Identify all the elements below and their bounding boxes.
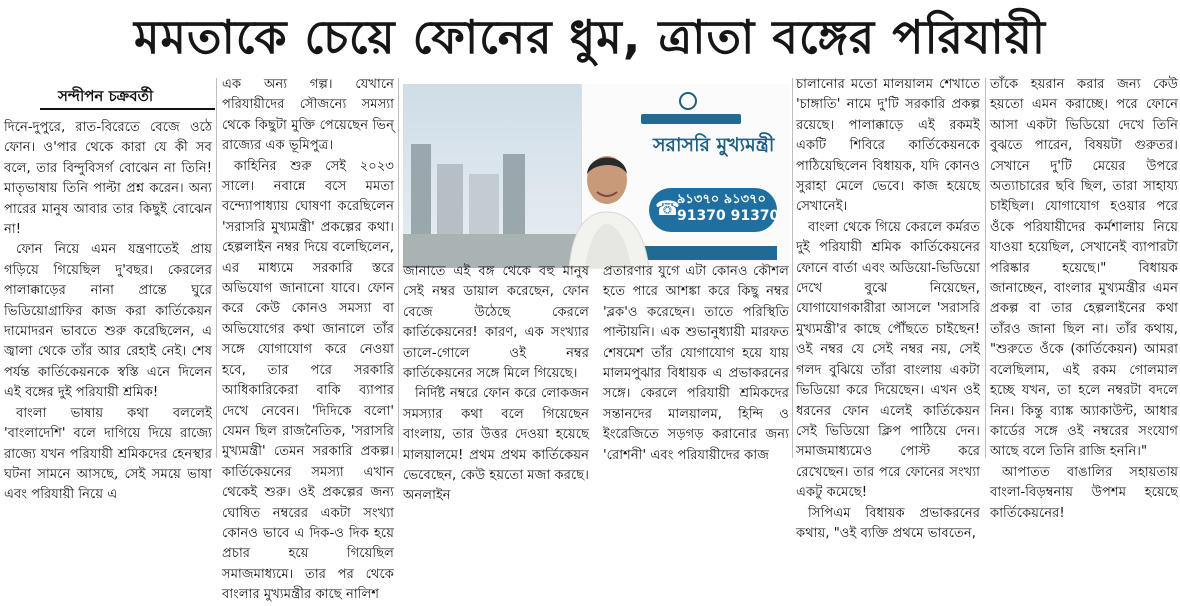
column-divider (792, 78, 793, 458)
paragraph: সিপিএম বিধায়ক প্রভাকরনের কথায়, "ওই ব্যক্তি প্রথমে ভাবতেন, (796, 505, 980, 541)
helpline-photo (403, 84, 789, 268)
building (437, 164, 463, 234)
column-divider (398, 78, 399, 458)
paragraph: বাংলা থেকে গিয়ে কেরলে কর্মরত দুই পরিযায়ী শ্রমিক কার্তিকেয়নের ফোনে বার্তা এবং অডিয়ো-ভিডিয়ো দেখে বুঝে নিয়েছেন, যোগাযোগকারীরা আসলে 'সরাসরি মুখ্যমন্ত্রী'র কাছে পৌঁছতে চাইছেন! ওই নম্বর যে সেই নম্বর নয়, সেই গলদ বুঝিয়ে তাঁরা বাংলায় একটা ভিডিয়ো করে দিয়েছেন। এখন ওই ধরনের ফোন এলেই কার্তিকেয়ন সেই ভিডিয়ো ক্লিপ পাঠিয়ে দেন। সমাজমাধ্যমেও পোস্ট করে রেখেছেন। তার পরে ফোনের সংখ্যা একটু কমেছে! (796, 219, 980, 501)
article-column-5 (990, 75, 1178, 521)
headline: মমতাকে চেয়ে ফোনের ধুম, ত্রাতা বঙ্গের পরিযায়ী (133, 10, 1047, 64)
chief-minister-portrait (559, 128, 655, 268)
paragraph: চালানোর মতো মালয়ালম শেখাতে 'চাঙ্গাতি' নামে দু'টি সরকারি প্রকল্প রয়েছে। পালাক্কাড়ে এই রকমই একটি শিবিরে কার্তিকেয়নকে পাঠিয়েছিলেন বিধায়ক, যদি কোনও সুরাহা মেলে ভেবে। কাজ হয়েছে সেখানেই। (796, 77, 980, 215)
helpline-number-bengali: ৯১৩৭০ ৯১৩৭০ (677, 192, 766, 207)
helpline-number: 91370 91370 (677, 208, 780, 224)
building (503, 154, 525, 234)
banner-title: সরাসরি মুখ্যমন্ত্রী (653, 134, 775, 156)
paragraph: বাংলা ভাষায় কথা বললেই 'বাংলাদেশি' বলে দাগিয়ে দিয়ে রাজ্যে রাজ্যে যখন পরিযায়ী শ্রমিকদের হেনস্থার ঘটনা সামনে আসছে, সেই সময়ে ভাষা এবং পরিযায়ী নিয়ে এ (4, 405, 212, 503)
byline: সন্দীপন চক্রবর্তী (58, 87, 154, 105)
building (411, 144, 431, 234)
paragraph: এক অন্য গল্প। যেখানে পরিযায়ীদের সৌজন্যে সমস্যা থেকে কিছুটা মুক্তি পেয়েছেন ভিন্ রাজ্যের এক ভূমিপুত্র। (222, 77, 394, 154)
paragraph: জানাতে এই বঙ্গ থেকে বহু মানুষ সেই নম্বর ডায়াল করেছেন, ফোন বেজে উঠেছে কেরলে কার্তিকেয়নের! কারণ, এক সংখ্যার তালে-গোলে ওই নম্বর কার্তিকেয়নের সঙ্গে মিলে গিয়েছে। (403, 264, 589, 382)
paragraph: দিনে-দুপুরে, রাত-বিরেতে বেজে ওঠে ফোন। ও'পার থেকে কারা যে কী সব বলে, তার বিন্দুবিসর্গ বোঝেন না তিনি! মাতৃভাষায় তিনি পাল্টা প্রশ্ন করেন। অন্য পারের মানুষ আবার তার কিছুই বোঝেন না! (4, 120, 212, 238)
article-column-1 (4, 118, 212, 503)
sub-column-b (603, 262, 789, 466)
banner-tagline (641, 114, 741, 124)
column-divider (985, 78, 986, 458)
article-column-4 (796, 75, 980, 541)
banner-footer-strip (639, 246, 777, 260)
column-divider (216, 78, 217, 458)
article-column-2 (222, 75, 394, 603)
emblem-icon (679, 92, 697, 110)
paragraph: তাঁকে হয়রান করার জন্য কেউ হয়তো এমন করাচ্ছে। পরে ফোনে আসা একটা ভিডিয়ো দেখে তিনি বুঝতে পারেন, বিষয়টা গুরুতর। সেখানে দু'টি মেয়ের উপরে অত্যাচারের ছবি ছিল, তারা সাহায্য চাইছিল। যোগাযোগ হওয়ার পরে ওঁকে পরিযায়ীদের কর্মশালায় নিয়ে যাওয়া হয়েছিল, সেখানেই ব্যাপারটা পরিষ্কার হয়েছে।" বিধায়ক জানাচ্ছেন, বাংলার মুখ্যমন্ত্রীর এমন প্রকল্প বা তার হেল্পলাইনের কথা তাঁরও জানা ছিল না। তাঁর কথায়, "শুরুতে ওঁকে (কার্তিকেয়ন) আমরা বলেছিলাম, এই রকম গোলমাল হচ্ছে যখন, তা হলে নম্বরটা বদলে নিন। কিন্তু ব্যাঙ্ক অ্যাকাউন্ট, আধার কার্ডের সঙ্গে ওই নম্বরের সংযোগ আছে বলে তিনি রাজি হননি।" (990, 77, 1178, 460)
byline-rule (40, 108, 215, 110)
paragraph: আপাতত বাঙালির সহায়তায় বাংলা-বিড়ম্বনায় উপশম হয়েছে কার্তিকেয়নের! (990, 464, 1178, 521)
article-column-3 (403, 262, 789, 504)
paragraph: ফোন নিয়ে এমন যন্ত্রণাতেই প্রায় গড়িয়ে গিয়েছিল দু'বছর। কেরলের পালাক্কাড়ের নানা প্রান্তে ঘুরে ভিডিয়োগ্রাফির কাজ করা কার্তিকেয়ন দামোদরন ভাবতে শুরু করেছিলেন, এ জ্বালা থেকে তাঁর আর রেহাই নেই। শেষ পর্যন্ত কার্তিকেয়নকে স্বস্তি এনে দিলেন এই বঙ্গের দুই পরিযায়ী শ্রমিক! (4, 242, 212, 401)
building (469, 174, 499, 234)
phone-icon: ☎ (655, 196, 680, 220)
paragraph: নির্দিষ্ট নম্বরে ফোন করে লোকজন সমস্যার কথা বলে গিয়েছেন বাংলায়, তার উত্তর দেওয়া হয়েছে মালয়ালমে! প্রথম প্রথম কার্তিকেয়ন ভেবেছেন, কেউ হয়তো মজা করছে। অনলাইন (403, 386, 589, 504)
paragraph: প্রতারণার যুগে এটা কোনও কৌশল হতে পারে আশঙ্কা করে কিছু নম্বর 'ব্লক'ও করেছেন। তাতে পরিস্থিতি পাল্টায়নি। এক শুভানুধ্যায়ী মারফত শেষমেশ তাঁর যোগাযোগ হয়ে যায় মালমপুঝার বিধায়ক এ প্রভাকরনের সঙ্গে। কেরলে পরিযায়ী শ্রমিকদের সন্তানদের মালয়ালম, হিন্দি ও ইংরেজিতে সড়গড় করানোর জন্য 'রোশনী' এবং পরিযায়ীদের কাজ (603, 264, 789, 463)
sub-column-a (403, 262, 589, 507)
paragraph: কাহিনির শুরু সেই ২০২৩ সালে। নবান্নে বসে মমতা বন্দ্যোপাধ্যায় ঘোষণা করেছিলেন 'সরাসরি মুখ্যমন্ত্রী' প্রকল্পের কথা। হেল্পলাইন নম্বর দিয়ে বলেছিলেন, এর মাধ্যমে সরকারি স্তরে অভিযোগ জানানো যাবে। ফোন করে কেউ কোনও সমস্যা বা অভিযোগের কথা জানালে তাঁর সঙ্গে যোগাযোগ করে নেওয়া হবে, তার পরে সরকারি আধিকারিকেরা বাকি ব্যাপার দেখে নেবেন। 'দিদিকে বলো' যেমন ছিল রাজনৈতিক, 'সরাসরি মুখ্যমন্ত্রী' তেমন সরকারি প্রকল্প। কার্তিকেয়নের সমস্যা এখান থেকেই শুরু। ওই প্রকল্পের জন্য ঘোষিত নম্বরের একটা সংখ্যা কোনও ভাবে এ দিক-ও দিক হয়ে প্রচার হয়ে গিয়েছিল সমাজমাধ্যমে। তার পর থেকে বাংলার মুখ্যমন্ত্রীর কাছে নালিশ (222, 158, 394, 603)
